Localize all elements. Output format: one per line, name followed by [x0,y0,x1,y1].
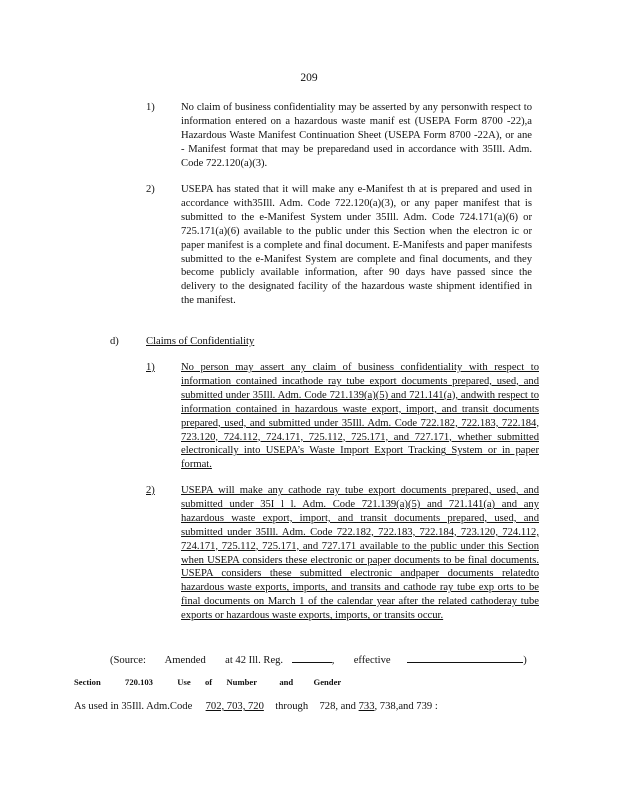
section-title-word-5: Gender [313,677,342,687]
as-used-rest: , 738,and 739 : [374,701,438,712]
subsection-d-letter: d) [110,336,119,347]
as-used-prefix: As used in 35Ill. Adm.Code [74,701,193,712]
item-d2-number: 2) [146,485,155,496]
page-number: 209 [300,72,318,84]
section-label: Section [74,677,101,687]
as-used-part-733: 733 [358,701,375,712]
source-amended: Amended [164,655,206,666]
item-c1-text: No claim of business confidentiality may be asserted by any personwith respect to information entered on a hazardous waste manif est (USEPA Form 8700 -22),a Hazardous Waste Manifest Continuation Sheet (USEPA Form 8700 -22A), or ane - Manifest format that may be preparedand used in accordance with 35Ill. Adm. Code 722.120(a)(3). [181,102,532,169]
section-number: 720.103 [125,677,153,687]
source-open: (Source: [110,655,146,666]
item-c1-number: 1) [146,102,155,113]
as-used-parts-ref: 702, 703, 720 [205,701,264,712]
section-title-word-1: Use [177,677,191,687]
subsection-d-title: Claims of Confidentiality [146,336,255,347]
as-used-line [74,701,438,712]
section-title-word-2: of [204,677,213,687]
item-d1-number: 1) [146,362,155,373]
source-note [110,651,527,668]
item-d1-text: No person may assert any claim of business confidentiality with respect to information contained incathode ray tube export documents prepared, used, and submitted under 35Ill. Adm. Code 721.139(a)(5) and 721.141(a), andwith respect to information contained in hazardous waste export, import, and transit documents prepared, used, and submitted under 35Ill. Adm. Code 722.182, 722.183, 722.184, 723.120, 724.112, 724.171, 725.112, 725.171, and 727.171, whether submitted electronically into USEPA’s Waste Import Export Tracking System or in paper format. [181,362,539,471]
as-used-through: through [275,701,309,712]
effective-date-blank [407,651,523,663]
item-c2-number: 2) [146,184,155,195]
section-heading [74,677,341,687]
as-used-part-728: 728, and [319,701,356,712]
source-register: at 42 Ill. Reg. [225,655,284,666]
section-title-word-4: and [279,677,294,687]
item-c2-text: USEPA has stated that it will make any e-Manifest th at is prepared and used in accordance with35Ill. Adm. Code 722.120(a)(3), or any paper manifest that is submitted to the e-Manifest System under 35Ill. Adm. Code 724.171(a)(6) or 725.171(a)(6) available to the public under this Section when the electron ic or paper manifest is a complete and final document. E-Manifests and paper manifests submitted to the e-Manifest System are complete and final documents, and they become publicly available information, after 90 days have passed since the delivery to the designated facility of the hazardous waste shipment identified in the manifest. [181,184,532,307]
source-effective: effective [353,655,391,666]
item-d2-text: USEPA will make any cathode ray tube export documents prepared, used, and submitted under 35I l l. Adm. Code 721.139(a)(5) and 721.141(a) and any hazardous waste export, import, and transit documents prepared, used, and submitted under 35Ill. Adm. Code 722.182, 722.183, 722.184, 723.120, 724.112, 724.171, 725.112, 725.171, and 727.171 available to the public under this Section when USEPA considers these electronic or paper documents to be final documents. USEPA considers these submitted electronic andpaper documents relatedto hazardous waste exports, imports, and transits and cathode ray tube exp orts to be final documents on March 1 of the calendar year after the related cathoderay tube exports or hazardous waste exports, imports, or transits occur. [181,485,539,622]
register-page-blank [292,651,332,663]
source-close: ) [523,655,527,666]
section-title-word-3: Number [226,677,258,687]
source-comma: , [331,655,335,666]
